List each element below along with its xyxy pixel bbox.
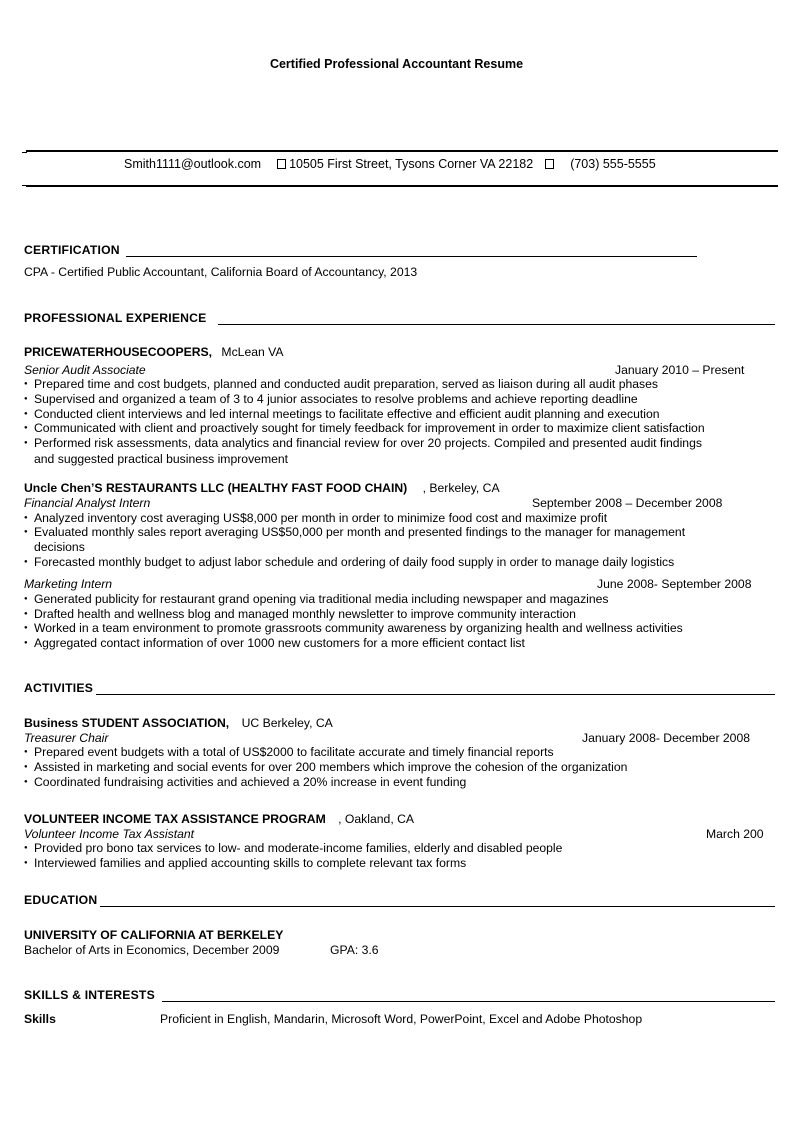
page-title: Certified Professional Accountant Resume xyxy=(269,57,524,71)
activity-header xyxy=(24,716,333,730)
activity-dates: January 2008- December 2008 xyxy=(582,731,751,745)
activity-role: Treasurer Chair xyxy=(24,731,109,745)
activity-org: VOLUNTEER INCOME TAX ASSISTANCE PROGRAM xyxy=(24,812,326,826)
job-header xyxy=(24,481,500,495)
list-item: ● Generated publicity for restaurant grand opening via traditional media including newspaper and magazines xyxy=(24,592,609,606)
list-item: ● Coordinated fundraising activities and achieved a 20% increase in event funding xyxy=(24,775,466,789)
section-heading-skills: SKILLS & INTERESTS xyxy=(24,988,155,1002)
list-item: ● Assisted in marketing and social events for over 200 members which improve the cohesion of the organization xyxy=(24,760,627,774)
list-item: ● Prepared event budgets with a total of US$2000 to facilitate accurate and timely financial reports xyxy=(24,745,554,759)
list-item: ● Analyzed inventory cost averaging US$8,000 per month in order to minimize food cost and maximize profit xyxy=(24,511,607,525)
section-heading-certification: CERTIFICATION xyxy=(24,243,120,257)
activity-location: UC Berkeley, CA xyxy=(241,716,333,730)
list-item: ● Prepared time and cost budgets, planned and conducted audit preparation, served as liaison during all audit phases xyxy=(24,377,658,391)
section-heading-experience: PROFESSIONAL EXPERIENCE xyxy=(24,311,207,325)
job-header xyxy=(24,345,284,359)
list-item: ● Forecasted monthly budget to adjust labor schedule and ordering of daily food supply in order to manage daily logistics xyxy=(24,555,674,569)
skills-value: Proficient in English, Mandarin, Microsoft Word, PowerPoint, Excel and Adobe Photoshop xyxy=(160,1012,643,1026)
contact-address: 10505 First Street, Tysons Corner VA 22182 xyxy=(289,157,534,171)
job-role: Financial Analyst Intern xyxy=(24,496,151,510)
header-rule-bottom xyxy=(26,185,778,187)
list-item: ● Worked in a team environment to promote grassroots community awareness by organizing health and wellness activities xyxy=(24,621,683,635)
list-item-continuation: decisions xyxy=(34,540,85,554)
section-rule xyxy=(100,906,775,907)
list-item: ● Communicated with client and proactively sought for timely feedback for improvement in order to maximize client satisfaction xyxy=(24,421,705,435)
section-rule xyxy=(218,324,775,325)
section-rule xyxy=(126,256,697,257)
header-rule-tick xyxy=(22,152,27,153)
job-org: PRICEWATERHOUSECOOPERS, xyxy=(24,345,213,359)
list-item: ● Supervised and organized a team of 3 to 4 junior associates to resolve problems and achieve reporting deadline xyxy=(24,392,638,406)
education-gpa: GPA: 3.6 xyxy=(330,943,379,957)
job-org: Uncle Chen’S RESTAURANTS LLC (HEALTHY FAST FOOD CHAIN) xyxy=(24,481,408,495)
education-degree: Bachelor of Arts in Economics, December 2009 xyxy=(24,943,280,957)
activity-location: , Oakland, CA xyxy=(338,812,415,826)
section-heading-education: EDUCATION xyxy=(24,893,98,907)
contact-line xyxy=(124,157,656,171)
list-item: ● Interviewed families and applied accounting skills to complete relevant tax forms xyxy=(24,856,466,870)
square-bullet-icon xyxy=(545,159,554,169)
list-item: ● Provided pro bono tax services to low- and moderate-income families, elderly and disabled people xyxy=(24,841,562,855)
list-item-continuation: and suggested practical business improvement xyxy=(34,452,289,466)
skills-label: Skills xyxy=(24,1012,56,1026)
list-item: ● Conducted client interviews and led internal meetings to facilitate effective and efficient audit planning and execution xyxy=(24,407,660,421)
job-dates: September 2008 – December 2008 xyxy=(532,496,723,510)
list-item: ● Aggregated contact information of over 1000 new customers for a more efficient contact list xyxy=(24,636,525,650)
section-rule xyxy=(162,1001,775,1002)
job-location: , Berkeley, CA xyxy=(422,481,500,495)
activity-role: Volunteer Income Tax Assistant xyxy=(24,827,195,841)
job-location: McLean VA xyxy=(221,345,284,359)
activity-dates: March 200 xyxy=(706,827,764,841)
job-dates: June 2008- September 2008 xyxy=(597,577,752,591)
list-item: ● Performed risk assessments, data analytics and financial review for over 20 projects. Compiled and presented audit findings xyxy=(24,436,702,450)
activity-org: Business STUDENT ASSOCIATION, xyxy=(24,716,230,730)
activity-header xyxy=(24,812,414,826)
contact-email: Smith1111@outlook.com xyxy=(124,157,262,171)
list-item: ● Drafted health and wellness blog and managed monthly newsletter to improve community interaction xyxy=(24,607,576,621)
job-role: Marketing Intern xyxy=(24,577,113,591)
certification-line: CPA - Certified Public Accountant, California Board of Accountancy, 2013 xyxy=(24,265,418,279)
section-heading-activities: ACTIVITIES xyxy=(24,681,94,695)
section-rule xyxy=(96,694,775,695)
header-rule-top xyxy=(26,150,778,152)
job-role: Senior Audit Associate xyxy=(24,363,146,377)
contact-phone: (703) 555-5555 xyxy=(570,157,656,171)
job-dates: January 2010 – Present xyxy=(615,363,745,377)
square-bullet-icon xyxy=(277,159,286,169)
education-school: UNIVERSITY OF CALIFORNIA AT BERKELEY xyxy=(24,928,284,942)
list-item: ● Evaluated monthly sales report averaging US$50,000 per month and presented findings to the manager for management xyxy=(24,525,685,539)
